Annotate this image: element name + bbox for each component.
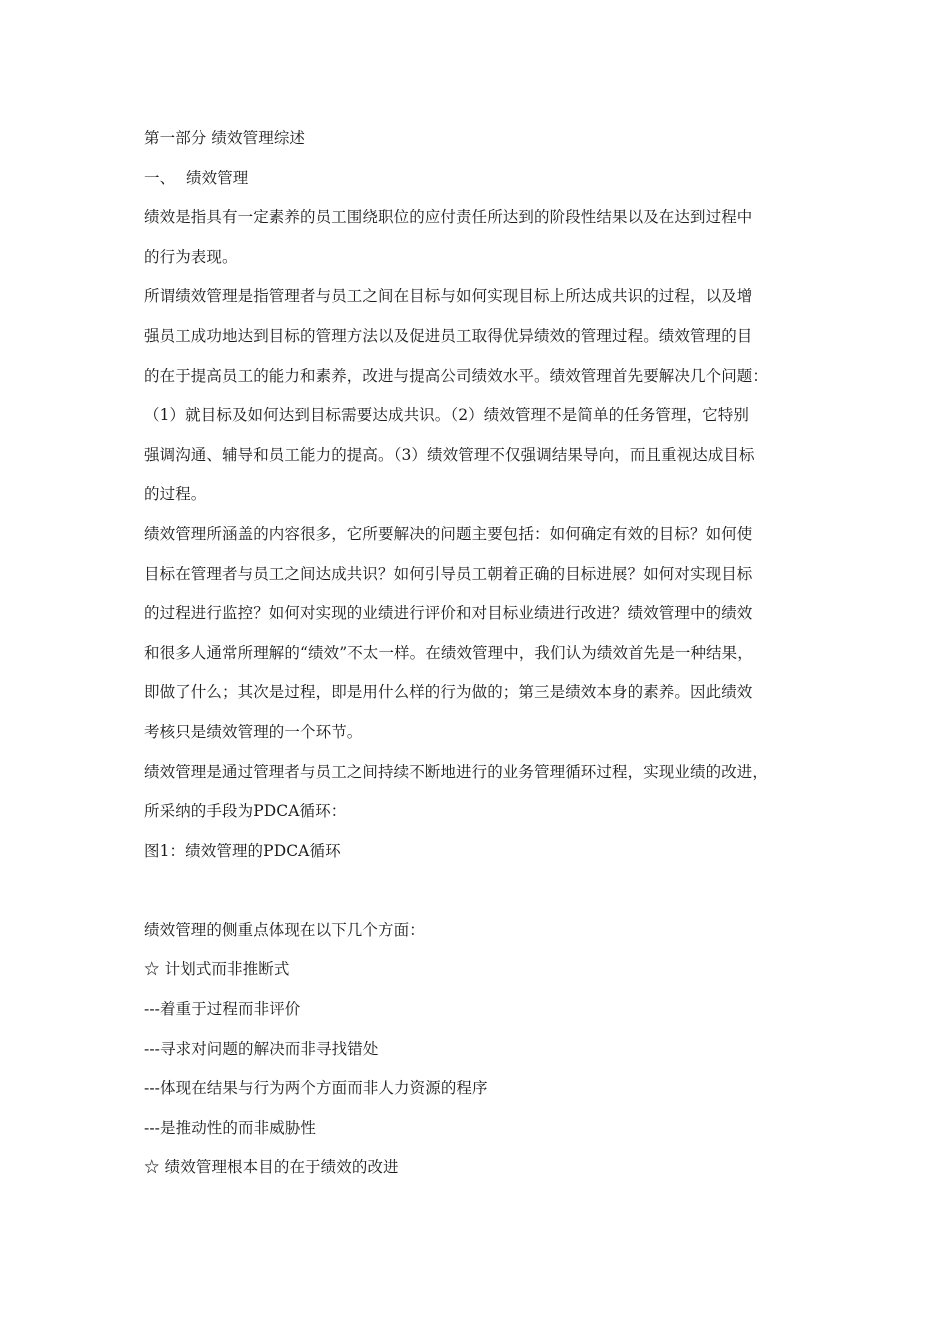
paragraph-line: 的行为表现。 — [144, 247, 238, 266]
paragraph-management — [144, 277, 816, 515]
paragraph-definition — [144, 198, 816, 277]
point-text: 计划式而非推断式 — [164, 960, 290, 979]
emphasis-intro: 绩效管理的侧重点体现在以下几个方面： — [144, 920, 425, 939]
figure-caption: 图1：绩效管理的PDCA循环 — [144, 841, 341, 860]
paragraph-line: 考核只是绩效管理的一个环节。 — [144, 722, 363, 741]
paragraph-line: （1）就目标及如何达到目标需要达成共识。（2）绩效管理不是简单的任务管理，它特别 — [144, 406, 749, 425]
sub-point: ---寻求对问题的解决而非寻找错处 — [144, 1039, 379, 1058]
paragraph-pdca — [144, 753, 816, 832]
star-icon: ☆ — [144, 1158, 160, 1177]
star-icon: ☆ — [144, 960, 160, 979]
paragraph-line: 的过程。 — [144, 485, 207, 504]
point-text: 绩效管理根本目的在于绩效的改进 — [164, 1158, 399, 1177]
sub-point: ---着重于过程而非评价 — [144, 1000, 301, 1019]
paragraph-scope — [144, 515, 816, 753]
point-list — [144, 950, 816, 1188]
paragraph-line: 所谓绩效管理是指管理者与员工之间在目标与如何实现目标上所达成共识的过程，以及增 — [144, 287, 753, 306]
paragraph-line: 和很多人通常所理解的“绩效”不太一样。在绩效管理中，我们认为绩效首先是一种结果， — [144, 643, 753, 662]
paragraph-line: 强员工成功地达到目标的管理方法以及促进员工取得优异绩效的管理过程。绩效管理的目 — [144, 326, 753, 345]
sub-point: ---体现在结果与行为两个方面而非人力资源的程序 — [144, 1079, 488, 1098]
section-title: 绩效管理 — [186, 168, 249, 187]
section-heading — [144, 159, 816, 199]
paragraph-line: 即做了什么；其次是过程，即是用什么样的行为做的；第三是绩效本身的素养。因此绩效 — [144, 683, 753, 702]
document-page — [144, 119, 816, 1188]
part-title: 第一部分 绩效管理综述 — [144, 129, 306, 147]
point-item — [144, 950, 816, 990]
paragraph-line: 目标在管理者与员工之间达成共识？如何引导员工朝着正确的目标进展？如何对实现目标 — [144, 564, 753, 583]
figure-placeholder — [144, 871, 816, 911]
point-item — [144, 1148, 816, 1188]
paragraph-line: 所采纳的手段为PDCA循环： — [144, 802, 347, 821]
section-number: 一、 — [144, 168, 176, 187]
paragraph-line: 强调沟通、辅导和员工能力的提高。（3）绩效管理不仅强调结果导向，而且重视达成目标 — [144, 445, 755, 464]
paragraph-line: 的在于提高员工的能力和素养，改进与提高公司绩效水平。绩效管理首先要解决几个问题： — [144, 366, 769, 385]
paragraph-line: 绩效管理是通过管理者与员工之间持续不断地进行的业务管理循环过程，实现业绩的改进， — [144, 762, 769, 781]
paragraph-line: 的过程进行监控？如何对实现的业绩进行评价和对目标业绩进行改进？绩效管理中的绩效 — [144, 604, 753, 623]
paragraph-line: 绩效管理所涵盖的内容很多，它所要解决的问题主要包括：如何确定有效的目标？如何使 — [144, 524, 753, 543]
sub-point: ---是推动性的而非威胁性 — [144, 1118, 317, 1137]
paragraph-line: 绩效是指具有一定素养的员工围绕职位的应付责任所达到的阶段性结果以及在达到过程中 — [144, 208, 753, 227]
